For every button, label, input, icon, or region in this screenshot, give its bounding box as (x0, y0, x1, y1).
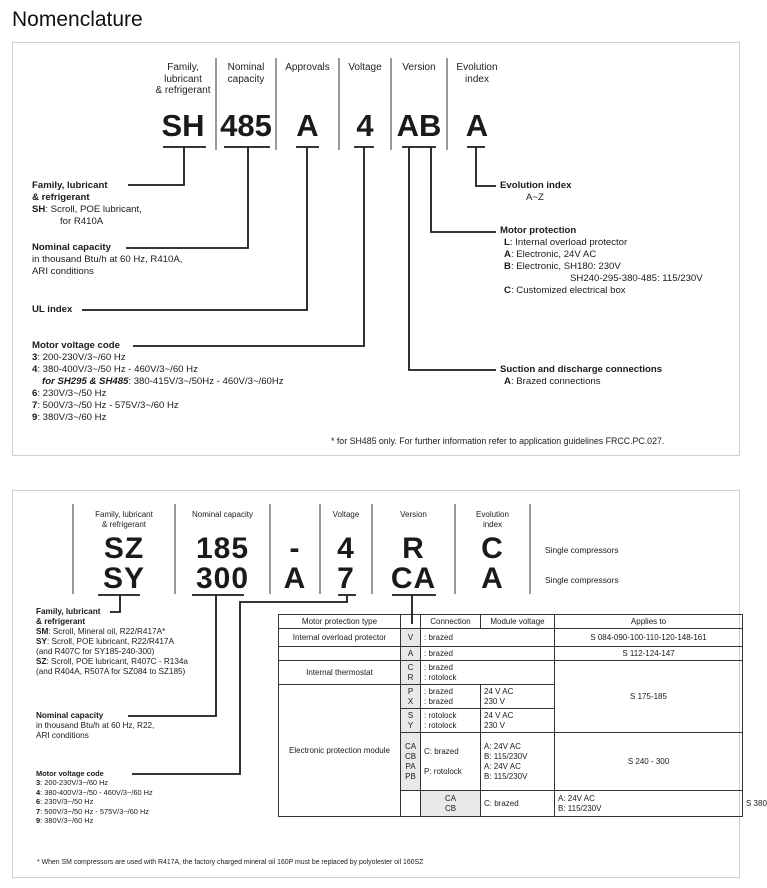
code-approvals: A (296, 108, 319, 143)
code-evolution: A (465, 108, 489, 143)
connection-cell: : brazed : brazed (421, 685, 481, 709)
code-cell: A (401, 647, 421, 661)
code-row1-approvals: - (289, 532, 301, 565)
connection-cell: : rotolock : rotolock (421, 709, 481, 733)
code-cell: C R (401, 661, 421, 685)
header-evolution-index: Evolution index (456, 62, 498, 85)
header2-nominal-capacity: Nominal capacity (192, 510, 253, 519)
header-family: Family, lubricant & refrigerant (155, 62, 211, 96)
module-voltage-cell: 24 V AC 230 V (481, 685, 555, 709)
code-cell: S Y (401, 709, 421, 733)
motor-protection-description: Motor protection L: Internal overload protector A: Electronic, 24V AC B: Electronic, SH180: 230V SH240-295-380-485: 115/230V C: Customized electrical box (500, 225, 703, 296)
code-row2-capacity: 300 (195, 562, 250, 595)
header-voltage: Voltage (348, 62, 382, 73)
connection-cell: : brazed (421, 647, 555, 661)
nominal-capacity2-description: Nominal capacity in thousand Btu/h at 60 Hz, R22, ARI conditions (36, 711, 155, 740)
nominal-capacity-description: Nominal capacity in thousand Btu/h at 60 Hz, R410A, ARI conditions (32, 242, 183, 277)
connection-cell: C: brazed (481, 791, 555, 817)
table-header: Module voltage (481, 615, 555, 629)
applies-to-cell: S 175-185 (555, 661, 743, 733)
code-row2-evolution: A (481, 562, 504, 595)
code-voltage: 4 (356, 108, 374, 143)
table-row: CA CB C: brazed A: 24V AC B: 115/230V S 380 (279, 791, 743, 817)
applies-to-cell: S 240 - 300 (555, 733, 743, 791)
panel1-footnote: * for SH485 only. For further information refer to application guidelines FRCC.PC.027. (331, 436, 665, 446)
code-cell: P X (401, 685, 421, 709)
code-cell: CA CB (421, 791, 481, 817)
protection-type-cell: Internal thermostat (279, 661, 401, 685)
code-row2-voltage: 7 (337, 562, 355, 595)
code-row1-capacity: 185 (195, 532, 250, 565)
header2-version: Version (400, 510, 427, 519)
header2-evolution-index: Evolution index (476, 510, 509, 529)
code-row1-family: SZ (103, 532, 145, 565)
header-nominal-capacity: Nominal capacity (227, 62, 265, 85)
table-header: Motor protection type (279, 615, 401, 629)
header-approvals: Approvals (285, 62, 330, 73)
page-title: Nomenclature (12, 8, 143, 31)
evolution-index-description: Evolution index A~Z (500, 180, 572, 203)
module-voltage-cell: A: 24V AC B: 115/230V (555, 791, 743, 817)
code-row1-voltage: 4 (337, 532, 355, 565)
protection-type-cell: Internal overload protector (279, 629, 401, 647)
applies-to-cell: S 084-090-100-110-120-148-161 (555, 629, 743, 647)
code-version: AB (396, 108, 442, 143)
applies-to-cell: S 112-124-147 (555, 647, 743, 661)
connection-cell: : brazed (421, 629, 555, 647)
code-row1-evolution: C (481, 532, 504, 565)
module-voltage-cell: A: 24V AC B: 115/230V A: 24V AC B: 115/230V (481, 733, 555, 791)
header2-family: Family, lubricant & refrigerant (95, 510, 153, 529)
code-row2-version: CA (390, 562, 437, 595)
connection-cell: C: brazed P: rotolock (421, 733, 481, 791)
header2-voltage: Voltage (332, 510, 360, 519)
code-family: SH (161, 108, 205, 143)
connection-cell: : brazed : rotolock (421, 661, 555, 685)
table-header: Applies to (555, 615, 743, 629)
motor-voltage-code2-description: Motor voltage code 3: 200-230V/3~/60 Hz 4: 380-400V/3~/50 - 460V/3~/60 Hz 6: 230V/3~/50 Hz 7: 500V/3~/50 Hz - 575V/3~/60 Hz 9: 380V/3~/60 Hz (36, 769, 153, 826)
header-version: Version (402, 62, 436, 73)
module-voltage-cell: 24 V AC 230 V (481, 709, 555, 733)
row2-label: Single compressors (545, 575, 619, 585)
code-cell: CA CB PA PB (401, 733, 421, 791)
ul-index-label: UL index (32, 304, 73, 315)
code-row2-approvals: A (283, 562, 307, 595)
code-cell: V (401, 629, 421, 647)
motor-voltage-code-description: Motor voltage code 3: 200-230V/3~/60 Hz 4: 380-400V/3~/50 Hz - 460V/3~/60 Hz for SH295 & SH485: 380-415V/3~/50Hz - 460V/3~/60Hz 6: 230V/3~/50 Hz 7: 500V/3~/50 Hz - 575V/3~/60 Hz 9: 380V/3~/60 Hz (32, 340, 284, 423)
protection-type-cell: Electronic protection module (279, 685, 401, 817)
code-row2-family: SY (102, 562, 146, 595)
row1-label: Single compressors (545, 545, 619, 555)
panel2-footnote: * When SM compressors are used with R417A, the factory charged mineral oil 160P must be replaced by polyolester oil 160SZ (37, 859, 424, 866)
family-description: Family, lubricant & refrigerant SH: Scroll, POE lubricant, for R410A (32, 180, 142, 227)
suction-discharge-description: Suction and discharge connections A: Brazed connections (500, 364, 663, 387)
family2-description: Family, lubricant & refrigerant SM: Scroll, Mineral oil, R22/R417A* SY: Scroll, POE lubricant, R22/R417A (and R407C for SY185-240-300) SZ: Scroll, POE lubricant, R407C - R134a (and R404A, R507A for SZ084 to SZ185) (36, 607, 188, 676)
code-capacity: 485 (220, 108, 272, 143)
table-header: Connection (421, 615, 481, 629)
code-row1-version: R (402, 532, 425, 565)
